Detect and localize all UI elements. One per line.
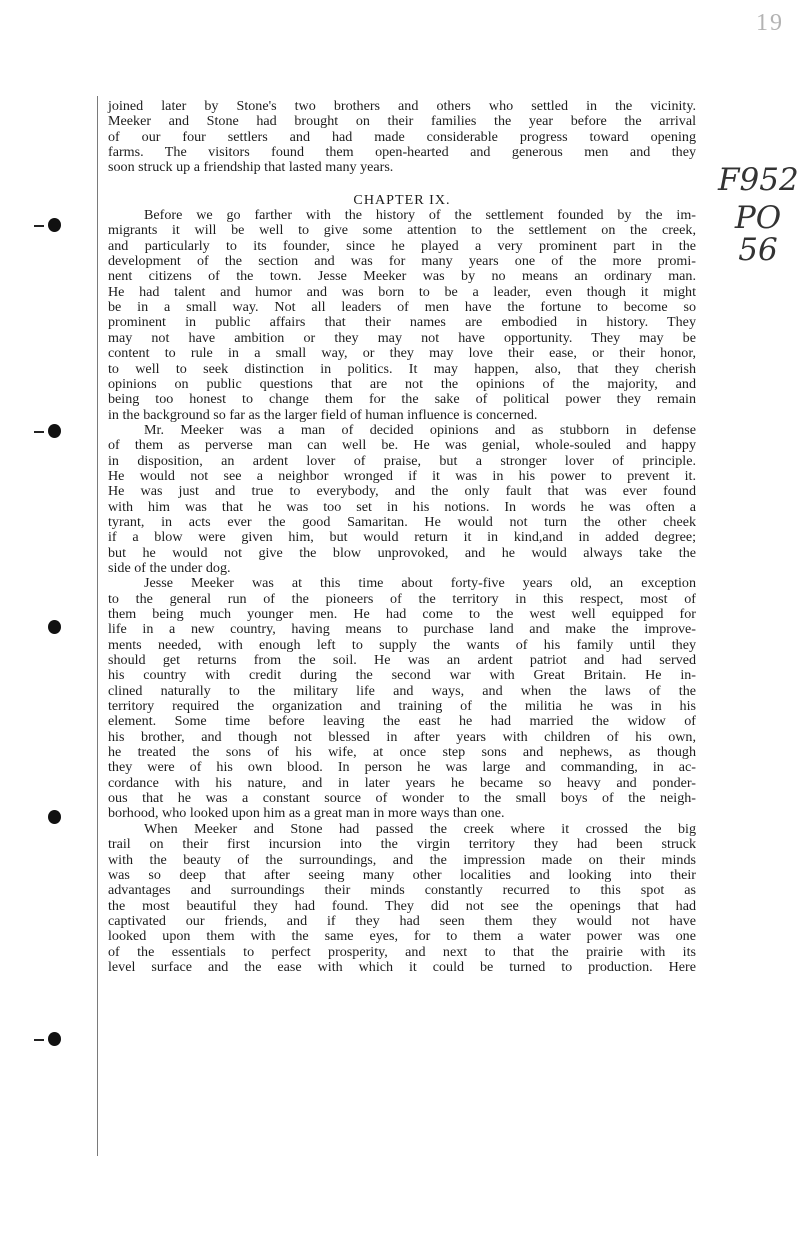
text-line: he treated the sons of his wife, at once step sons and nephews, as though [108,744,696,761]
page-number: 19 [756,10,784,36]
text-line: to well to seek distinction in politics. It may happen, also, that they cherish [108,360,696,377]
text-line: joined later by Stone's two brothers and others who settled in the vicinity. [108,98,696,114]
text-line: of our four settlers and had made considerable progress toward opening [108,128,696,145]
text-line: borhood, who looked upon him as a great man in more ways than one. [108,805,505,822]
text-line: life in a new country, having means to purchase land and make the improve- [108,621,696,638]
chapter-heading: CHAPTER IX. [353,191,451,208]
margin-tick-mark [34,1039,44,1041]
text-line: He was just and true to everybody, and the only fault that was ever found [108,483,696,500]
text-line: captivated our friends, and if they had seen them they would not have [108,912,696,929]
text-line: and particularly to its founder, since he played a very prominent part in the [108,237,696,254]
text-line: soon struck up a friendship that lasted many years. [108,159,394,176]
text-line: territory required the organization and training of the militia he was in his [108,698,696,715]
text-line: prominent in public affairs that their names are embodied in history. They [108,314,696,331]
margin-note-code: PO [734,200,782,236]
text-line: level surface and the ease with which it could be turned to production. Here [108,958,696,975]
text-line: development of the section and was for many years one of the more promi- [108,253,696,270]
text-line: they were of his own blood. In person he was large and commanding, in ac- [108,759,696,776]
margin-tick-mark [34,225,44,227]
text-line: opinions on public questions that are not the opinions of the majority, and [108,375,696,392]
text-line: with him was that he was too set in his notions. In words he was often a [108,498,696,515]
text-line: cordance with his nature, and in later years he became so heavy and ponder- [108,774,696,791]
text-line: advantages and surroundings their minds constantly recurred to this spot as [108,882,696,899]
binding-hole [48,424,61,438]
text-line: in disposition, an ardent lover of praise, but a stronger lover of principle. [108,452,696,469]
text-line: of the essentials to perfect prosperity, and next to that the prairie with its [108,943,696,960]
body-text [108,99,696,975]
text-line: should get returns from the soil. He was an ardent patriot and had served [108,652,696,669]
paragraph-3 [108,576,696,822]
text-line: content to rule in a small way, or they may love their ease, or their honor, [108,345,696,362]
text-line: his brother, and though not blessed in after years with children of his own, [108,728,696,745]
text-line: ments needed, with enough left to supply the wants of his family until they [108,636,696,653]
text-line: migrants it will be well to give some attention to the settlement on the creek, [108,222,696,239]
text-line: Jesse Meeker was at this time about forty-five years old, an exception [144,575,696,592]
text-line: He had talent and humor and was born to be a leader, even though it might [108,283,696,300]
paragraph-2 [108,423,696,576]
binding-hole [48,810,61,824]
text-line: element. Some time before leaving the east he had married the widow of [108,713,696,730]
text-line: nent citizens of the town. Jesse Meeker was by no means an ordinary man. [108,268,696,285]
text-line: clined naturally to the military life and ways, and when the laws of the [108,682,696,699]
binding-hole [48,218,61,232]
binding-hole [48,1032,61,1046]
text-line: trail on their first incursion into the virgin territory they had been struck [108,836,696,853]
text-line: of them as perverse man can well be. He was genial, whole-souled and happy [108,437,696,454]
text-line: to the general run of the pioneers of the territory in this respect, most of [108,590,696,607]
margin-rule [97,96,98,1156]
text-line: farms. The visitors found them open-hearted and generous men and they [108,144,696,161]
text-line: tyrant, in acts ever the good Samaritan. He would not turn the other cheek [108,513,696,530]
margin-note-number: 56 [738,232,778,268]
text-line: ous that he was a constant source of wonder to the small boys of the neigh- [108,790,696,807]
paragraph-4 [108,822,696,975]
text-line: may not have ambition or they may not have opportunity. They may be [108,329,696,346]
paragraph-1 [108,208,696,423]
text-line: looked upon them with the same eyes, for to them a water power was one [108,928,696,945]
text-line: being too honest to change them for the sake of political power they remain [108,391,696,408]
text-line: them being much younger men. He had come to the west well equipped for [108,606,696,622]
binding-hole [48,620,61,634]
text-line: if a blow were given him, but would return it in kind,and in added degree; [108,529,696,546]
text-line: in the background so far as the larger field of human influence is concerned. [108,406,538,423]
text-line: side of the under dog. [108,559,231,576]
text-line: Meeker and Stone had brought on their families the year before the arrival [108,113,696,130]
text-line: with the beauty of the surroundings, and the impression made on their minds [108,851,696,868]
text-line: Mr. Meeker was a man of decided opinions and as stubborn in defense [144,421,696,438]
text-line: He would not see a neighbor wronged if it was in his power to prevent it. [108,467,696,484]
margin-tick-mark [34,431,44,433]
text-line: but he would not give the blow unprovoked, and he would always take the [108,544,696,561]
text-line: Before we go farther with the history of the settlement founded by the im- [144,207,696,224]
text-line: When Meeker and Stone had passed the creek where it crossed the big [144,820,696,837]
paragraph-intro [108,99,696,176]
margin-note-catalog: F952 [718,162,799,198]
text-line: be in a small way. Not all leaders of men have the fortune to become so [108,299,696,316]
text-line: was so deep that after seeing many other localities and looking into their [108,866,696,883]
text-line: his country with credit during the second war with Great Britain. He in- [108,667,696,684]
text-line: the most beautiful they had found. They did not see the openings that had [108,897,696,914]
